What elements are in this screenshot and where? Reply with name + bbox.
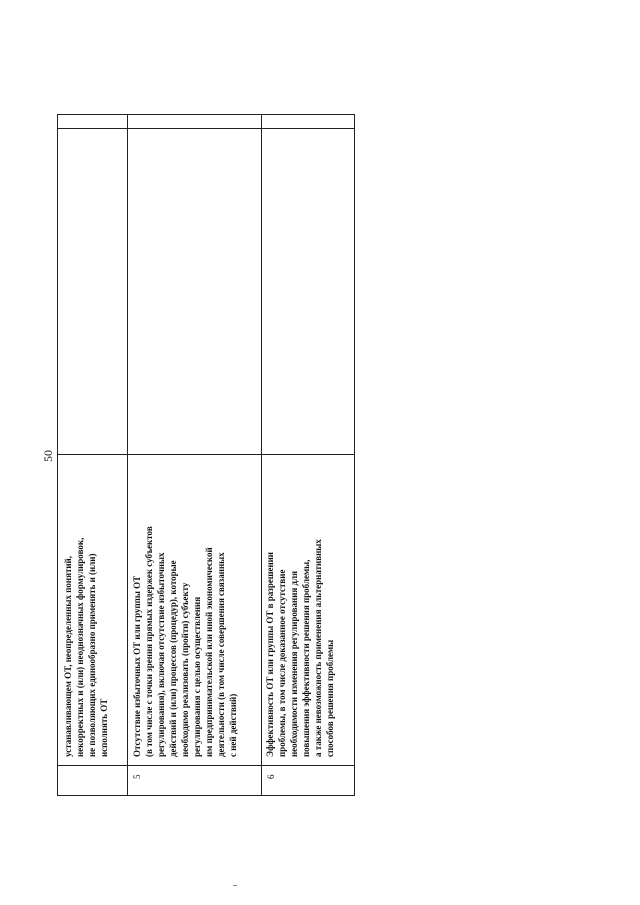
cell-line: исполнять ОТ [99,698,109,757]
cell-line: а также невозможность применения альтернативных [313,539,323,757]
cell-line: с ней действий) [228,693,238,757]
cell-line: им предпринимательской или иной экономической [204,547,214,757]
row-number: 6 [266,774,276,779]
cell-line: устанавливающем ОТ, неопределенных понятий, [63,556,73,757]
criteria-table [57,114,355,796]
page-number: 50 [41,450,55,462]
cell-line: регулирования с целью осуществления [192,596,202,757]
cell-line: Отсутствие избыточных ОТ или группы ОТ [132,575,142,757]
table-row-divider [127,115,128,795]
cell-line: способов решения проблемы [325,639,335,757]
row-number: 5 [132,774,142,779]
cell-line: регулирования), включая отсутствие избыточных [156,552,166,757]
cell-line: не позволяющих единообразно применять и (или) [87,553,97,757]
cell-line: деятельности (в том числе совершения связанных [216,552,226,757]
table-row [264,539,336,757]
table-row-divider [58,128,354,129]
cell-line: повышения эффективности решения проблемы, [301,559,311,757]
cell-line: некорректных и (или) неоднозначных формулировок, [75,537,85,757]
cell-line: необходимо реализовать (пройти) субъекту [180,582,190,757]
cell-line: проблемы, в том числе доказанное отсутствие [277,569,287,757]
table-row-divider [261,115,262,795]
table-column-divider [58,454,354,455]
table-row [131,526,239,757]
table-row [62,538,110,757]
cell-line: необходимости изменения регулирования для [289,570,299,757]
table-column-divider [58,765,354,766]
scan-mark [233,885,237,886]
cell-line: Эффективность ОТ или группы ОТ в разрешении [265,552,275,757]
cell-line: (в том числе с точки зрения прямых издержек субъектов [144,526,154,757]
cell-line: действий и (или) процессов (процедур), которые [168,560,178,757]
